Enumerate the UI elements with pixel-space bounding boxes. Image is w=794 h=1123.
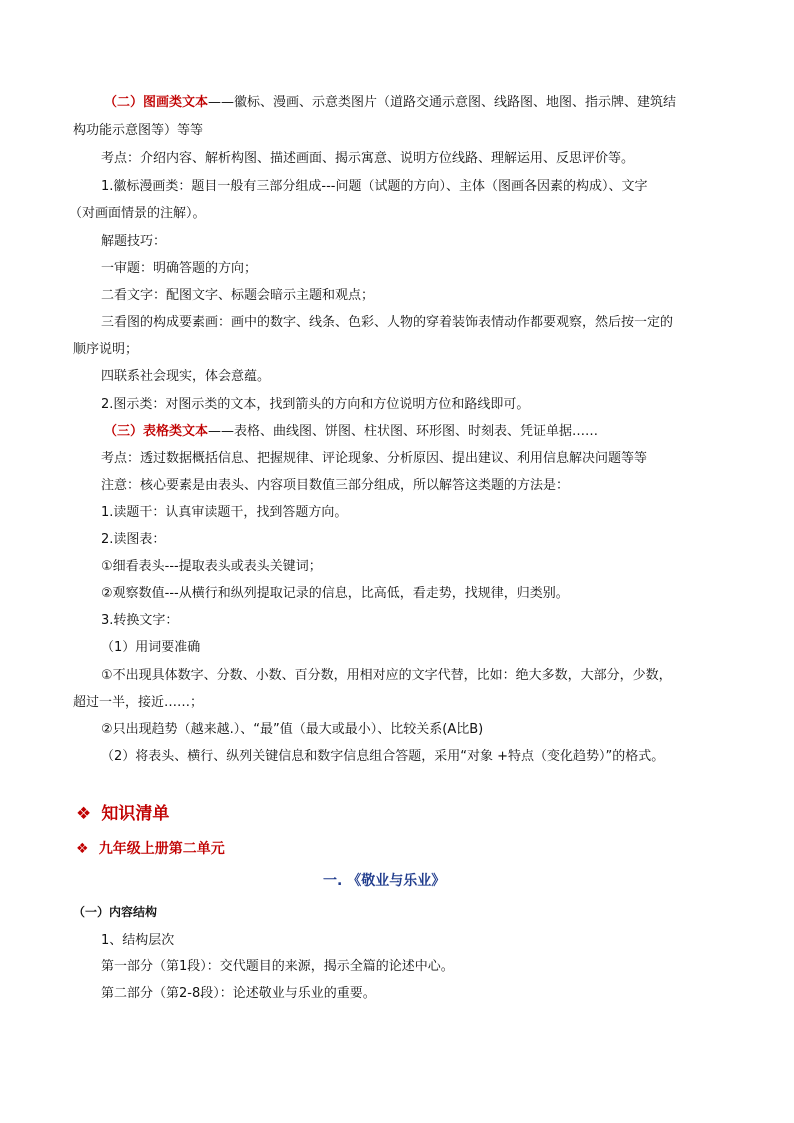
paragraph-line: 2.图示类：对图示类的文本，找到箭头的方向和方位说明方位和路线即可。 [101, 397, 530, 412]
paragraph-line: 1、结构层次 [101, 933, 175, 948]
paragraph-line: ②观察数值---从横行和纵列提取记录的信息，比高低，看走势，找规律，归类别。 [101, 586, 569, 601]
paragraph-line: 四联系社会现实，体会意蕴。 [101, 369, 271, 384]
paragraph-line: ①不出现具体数字、分数、小数、百分数，用相对应的文字代替，比如：绝大多数，大部分，少数， [101, 668, 672, 683]
unit-heading: 九年级上册第二单元 [98, 841, 225, 857]
sub-heading [76, 842, 225, 856]
table-text-heading: （三）表格类文本 [104, 424, 209, 439]
paragraph-line: 构功能示意图等）等等 [73, 123, 204, 138]
paragraph-line: 第二部分（第2-8段）：论述敬业与乐业的重要。 [101, 986, 376, 1001]
paragraph-line: 超过一半，接近……； [73, 695, 204, 710]
picture-text-heading: （二）图画类文本 [104, 95, 209, 110]
paragraph-line: （2）将表头、横行、纵列关键信息和数字信息组合答题，采用“对象 +特点（变化趋势）”的格式。 [101, 749, 665, 764]
paragraph-line: （对画面情景的注解）。 [69, 206, 206, 221]
diamond-bullet-icon: ❖ [76, 804, 92, 824]
knowledge-list-heading: 知识清单 [101, 804, 170, 824]
paragraph-line: ②只出现趋势（越来越.）、“最”值（最大或最小）、比较关系(A比B) [101, 722, 484, 737]
paragraph-line: 三看图的构成要素画：画中的数字、线条、色彩、人物的穿着装饰表情动作都要观察，然后按一定的 [101, 315, 674, 330]
chapter-title: 一. 《敬业与乐业》 [323, 873, 446, 889]
paragraph-line: 2.读图表： [101, 532, 166, 547]
paragraph-line: ①细看表头---提取表头或表头关键词； [101, 559, 322, 574]
paragraph-line: 注意：核心要素是由表头、内容项目数值三部分组成，所以解答这类题的方法是： [101, 478, 570, 493]
paragraph-line: 3.转换文字： [101, 613, 179, 628]
paragraph-line: 第一部分（第1段）：交代题目的来源，揭示全篇的论述中心。 [101, 959, 454, 974]
paragraph-line: 一审题：明确答题的方向； [101, 261, 258, 276]
part-title: （一）内容结构 [73, 905, 158, 919]
paragraph-line: （1）用词要准确 [101, 640, 201, 655]
paragraph-line: 解题技巧： [101, 234, 167, 249]
diamond-bullet-icon: ❖ [76, 841, 89, 857]
section-heading [76, 806, 169, 823]
paragraph-line: （三）表格类文本——表格、曲线图、饼图、柱状图、环形图、时刻表、凭证单据…… [104, 424, 599, 439]
paragraph-line: 1.徽标漫画类：题目一般有三部分组成---问题（试题的方向）、主体（图画各因素的构成）、文字 [101, 179, 648, 194]
paragraph-line: 二看文字：配图文字、标题会暗示主题和观点； [101, 288, 375, 303]
paragraph-line: （二）图画类文本——徽标、漫画、示意类图片（道路交通示意图、线路图、地图、指示牌、建筑结 [104, 95, 677, 110]
paragraph-line: 考点：介绍内容、解析构图、描述画面、揭示寓意、说明方位线路、理解运用、反思评价等。 [101, 151, 635, 166]
paragraph-line: 1.读题干：认真审读题干，找到答题方向。 [101, 505, 348, 520]
paragraph-line: 顺序说明； [73, 342, 139, 357]
paragraph-line: 考点：透过数据概括信息、把握规律、评论现象、分析原因、提出建议、利用信息解决问题等等 [101, 451, 648, 466]
